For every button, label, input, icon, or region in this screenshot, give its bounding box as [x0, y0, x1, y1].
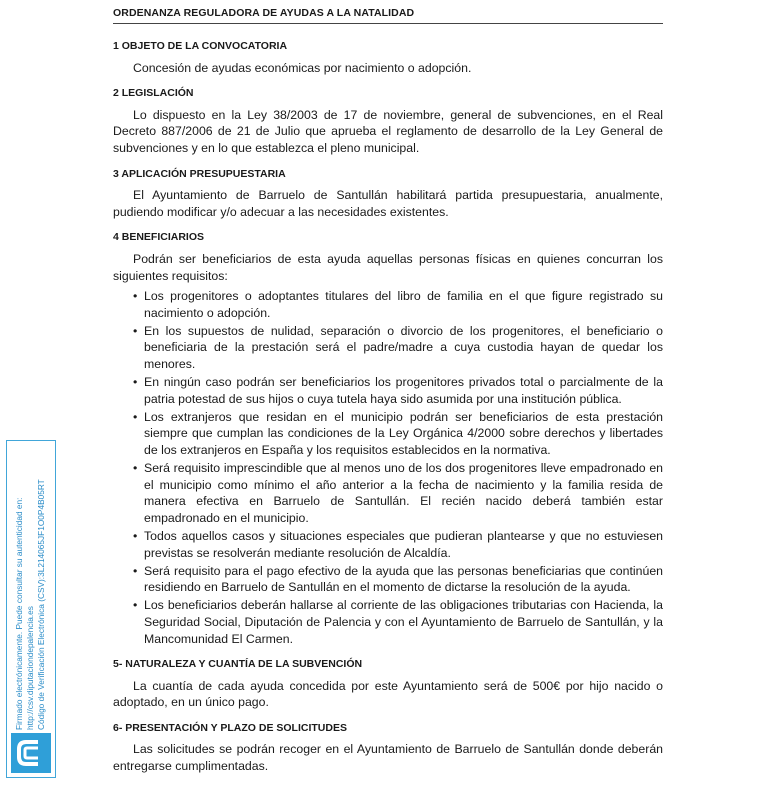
section-naturaleza-cuantia [113, 656, 663, 711]
logo-mark-icon [11, 733, 51, 773]
list-item: • Será requisito imprescindible que al menos uno de los dos progenitores lleve empadronado en el municipio como mínimo el año anterior a la fecha de nacimiento y la familia resida de manera efectiva en Barruelo de Santullán. El recién nacido deberá también estar empadronado en el municipio. [133, 461, 663, 525]
bullet-icon: • [133, 409, 138, 424]
requirements-list [113, 288, 663, 647]
section-aplicacion-presupuestaria [113, 166, 663, 221]
bullet-icon: • [133, 461, 138, 476]
document-body [113, 38, 663, 784]
section-heading: 2 LEGISLACIÓN [113, 87, 194, 100]
list-item: • Todos aquellos casos y situaciones especiales que pudieran plantearse y que no estuviesen previstas se resolverán mediante resolución de Alcaldía. [133, 528, 663, 560]
section-beneficiarios [113, 229, 663, 647]
paragraph: Las solicitudes se podrán recoger en el Ayuntamiento de Barruelo de Santullán donde deberán entregarse cumplimentadas. [113, 742, 663, 774]
bullet-icon: • [133, 375, 138, 390]
paragraph: Podrán ser beneficiarios de esta ayuda aquellas personas físicas en quienes concurran los siguientes requisitos: [113, 251, 663, 283]
section-objeto [113, 38, 663, 76]
list-item: • Los beneficiarios deberán hallarse al corriente de las obligaciones tributarias con Hacienda, la Seguridad Social, Diputación de Palencia y con el Ayuntamiento de Barruelo de Santullán, y la Mancomunidad El Carmen. [133, 598, 663, 646]
paragraph: Concesión de ayudas económicas por nacimiento o adopción. [133, 60, 472, 75]
stamp-url: http://csv.diputaciondepalencia.es [25, 606, 35, 730]
list-item: • En los supuestos de nulidad, separación o divorcio de los progenitores, el beneficiario o beneficiaria de la prestación será el padre/madre a cuya custodia hayan de quedar los menores. [133, 323, 663, 371]
section-heading: 6- PRESENTACIÓN Y PLAZO DE SOLICITUDES [113, 721, 347, 734]
signature-verification-text [14, 445, 50, 730]
section-heading: 4 BENEFICIARIOS [113, 231, 205, 244]
paragraph: El Ayuntamiento de Barruelo de Santullán habilitará partida presupuestaria, anualmente, pudiendo modificar y/o adecuar a las necesidades existentes. [113, 188, 663, 219]
list-item: • Será requisito para el pago efectivo de la ayuda que las personas beneficiarias que continúen residiendo en Barruelo de Santullán en el momento de dictarse la resolución de la ayuda. [133, 563, 663, 595]
electronic-signature-stamp [6, 440, 56, 778]
stamp-csv-code: Código de Verificación Electrónica (CSV):3L214065JF1O0P4B05RT [36, 479, 46, 730]
paragraph: La cuantía de cada ayuda concedida por este Ayuntamiento será de 500€ por hijo nacido o adoptado, en un único pago. [113, 678, 663, 710]
document-header: ORDENANZA REGULADORA DE AYUDAS A LA NATALIDAD [113, 7, 663, 24]
list-item: • Los progenitores o adoptantes titulares del libro de familia en el que figure registrado su nacimiento o adopción. [133, 289, 663, 320]
section-heading: 3 APLICACIÓN PRESUPUESTARIA [113, 167, 286, 180]
section-heading: 1 OBJETO DE LA CONVOCATORIA [113, 40, 288, 52]
list-item: • Los extranjeros que residan en el municipio podrán ser beneficiarios de esta prestación siempre que cumplan las condiciones de la Ley Orgánica 4/2000 sobre derechos y libertades de los extranjeros en España y los requisitos establecidos en la normativa. [133, 409, 663, 457]
section-presentacion-plazo [113, 720, 663, 775]
bullet-icon: • [133, 598, 138, 613]
section-legislacion [113, 85, 663, 156]
list-item: • En ningún caso podrán ser beneficiarios los progenitores privados total o parcialmente de la patria potestad de sus hijos o cuya tutela haya sido asumida por una institución pública. [133, 375, 663, 406]
paragraph: Lo dispuesto en la Ley 38/2003 de 17 de noviembre, general de subvenciones, en el Real Decreto 887/2006 de 21 de Julio que aprueba el reglamento de desarrollo de la Ley General de subvenciones y en lo que establezca el pleno municipal. [113, 107, 663, 155]
bullet-icon: • [133, 528, 138, 543]
section-heading: 5- NATURALEZA Y CUANTÍA DE LA SUBVENCIÓN [113, 658, 363, 671]
bullet-icon: • [133, 563, 138, 578]
diputacion-logo-icon [11, 733, 51, 773]
bullet-icon: • [133, 289, 138, 304]
bullet-icon: • [133, 323, 138, 338]
stamp-line: Firmado electrónicamente. Puede consultar su autenticidad en: [14, 497, 24, 730]
